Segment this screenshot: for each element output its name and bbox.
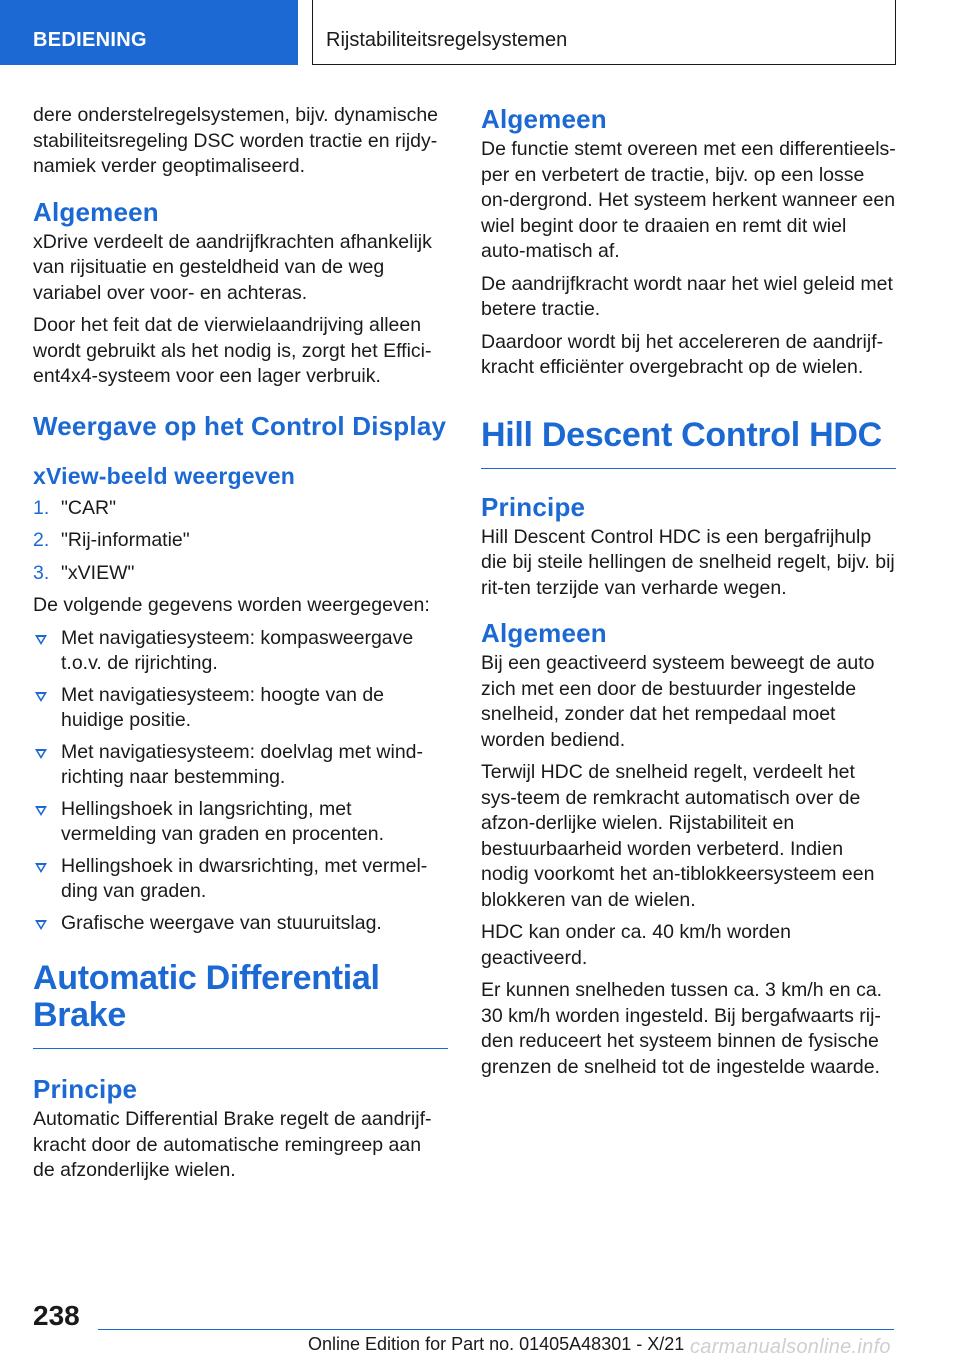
bullet-text: Grafische weergave van stuuruitslag. <box>61 911 382 934</box>
right-column <box>481 103 896 1087</box>
step-text: "xVIEW" <box>61 561 135 584</box>
list-item <box>33 854 448 905</box>
heading-algemeen: Algemeen <box>481 618 607 648</box>
list-item <box>33 683 448 734</box>
paragraph: Bij een geactiveerd systeem beweegt de auto zich met een door de bestuurder ingestelde snelheid, zonder dat het rempedaal moet worden bediend. <box>481 652 875 751</box>
heading-algemeen: Algemeen <box>481 104 607 134</box>
list-item <box>33 496 448 522</box>
triangle-bullet-icon <box>35 806 47 816</box>
left-column <box>33 103 448 1191</box>
step-number: 2. <box>33 529 50 551</box>
paragraph: Automatic Differential Brake regelt de aandrijf‐kracht door de automatische remingreep aan de afzonderlijke wielen. <box>33 1108 432 1181</box>
heading-weergave: Weergave op het Control Display <box>33 410 447 441</box>
intro-paragraph: dere onderstelregelsystemen, bijv. dynamische stabiliteitsregeling DSC worden tractie en rijdy‐namiek verder geoptimaliseerd. <box>33 104 439 177</box>
step-text: "CAR" <box>61 496 117 519</box>
bullet-text: Hellingshoek in langsrichting, met vermelding van graden en procenten. <box>61 797 385 845</box>
list-item <box>33 626 448 677</box>
heading-principe: Principe <box>33 1074 138 1104</box>
heading-hdc: Hill Descent Control HDC <box>481 417 896 469</box>
triangle-bullet-icon <box>35 920 47 930</box>
paragraph: Terwijl HDC de snelheid regelt, verdeelt het sys‐teem de remkracht automatisch over de afzon‐derlijke wielen. Rijstabiliteit en bestuurbaarheid worden verbeterd. Indien nodig voorkomt het an‐tiblokkeersysteem een blokkeren van de wielen. <box>481 761 875 911</box>
paragraph: De volgende gegevens worden weergegeven: <box>33 594 430 616</box>
section-tab: BEDIENING <box>0 0 298 65</box>
triangle-bullet-icon <box>35 692 47 702</box>
steps-list <box>33 496 448 587</box>
paragraph: HDC kan onder ca. 40 km/h worden geactiveerd. <box>481 921 791 969</box>
step-text: "Rij-informatie" <box>61 529 190 551</box>
paragraph: Er kunnen snelheden tussen ca. 3 km/h en ca. 30 km/h worden ingesteld. Bij bergafwaarts rij‐den reduceert het systeem binnen de fysische grenzen de snelheid tot de ingestelde waarde. <box>481 979 883 1078</box>
list-item <box>33 911 448 937</box>
watermark: carmanualsonline.info <box>690 1336 891 1358</box>
bullet-list <box>33 626 448 937</box>
list-item <box>33 561 448 587</box>
page-number: 238 <box>33 1300 80 1331</box>
triangle-bullet-icon <box>35 635 47 645</box>
paragraph: xDrive verdeelt de aandrijfkrachten afhankelijk van rijsituatie en gesteldheid van de weg variabel over voor- en achteras. <box>33 230 432 304</box>
triangle-bullet-icon <box>35 863 47 873</box>
bullet-text: Met navigatiesysteem: kompasweergave t.o.v. de rijrichting. <box>61 626 414 674</box>
bullet-text: Hellingshoek in dwarsrichting, met vermel‐ding van graden. <box>61 854 428 902</box>
paragraph: De functie stemt overeen met een differentieels‐per en verbetert de tractie, bijv. op een losse on‐dergrond. Het systeem herkent wanneer een wiel begint door te draaien en remt dit wiel auto‐matisch af. <box>481 138 896 262</box>
triangle-bullet-icon <box>35 749 47 759</box>
step-number: 3. <box>33 561 50 584</box>
list-item <box>33 528 448 554</box>
page-header-title: Rijstabiliteitsregelsystemen <box>312 0 896 65</box>
paragraph: Daardoor wordt bij het accelereren de aandrijf‐kracht efficiënter overgebracht op de wielen. <box>481 330 884 378</box>
heading-adb: Automatic Differential Brake <box>33 960 448 1049</box>
heading-principe: Principe <box>481 491 586 522</box>
heading-algemeen: Algemeen <box>33 196 159 227</box>
paragraph: De aandrijfkracht wordt naar het wiel geleid met betere tractie. <box>481 272 893 320</box>
list-item <box>33 797 448 848</box>
bullet-text: Met navigatiesysteem: doelvlag met wind‐richting naar bestemming. <box>61 740 423 788</box>
bullet-text: Met navigatiesysteem: hoogte van de huidige positie. <box>61 683 385 731</box>
paragraph: Hill Descent Control HDC is een bergafrijhulp die bij steile hellingen de snelheid regelt, bijv. bij rit‐ten terzijde van verharde wegen. <box>481 525 895 599</box>
footer-edition: Online Edition for Part no. 01405A48301 - X/21 <box>308 1334 685 1354</box>
footer-divider <box>98 1329 894 1330</box>
paragraph: Door het feit dat de vierwielaandrijving alleen wordt gebruikt als het nodig is, zorgt het Effici‐ent4x4-systeem voor een lager verbruik. <box>33 314 432 387</box>
heading-xview: xView-beeld weergeven <box>33 462 296 489</box>
step-number: 1. <box>33 496 50 519</box>
list-item <box>33 740 448 791</box>
